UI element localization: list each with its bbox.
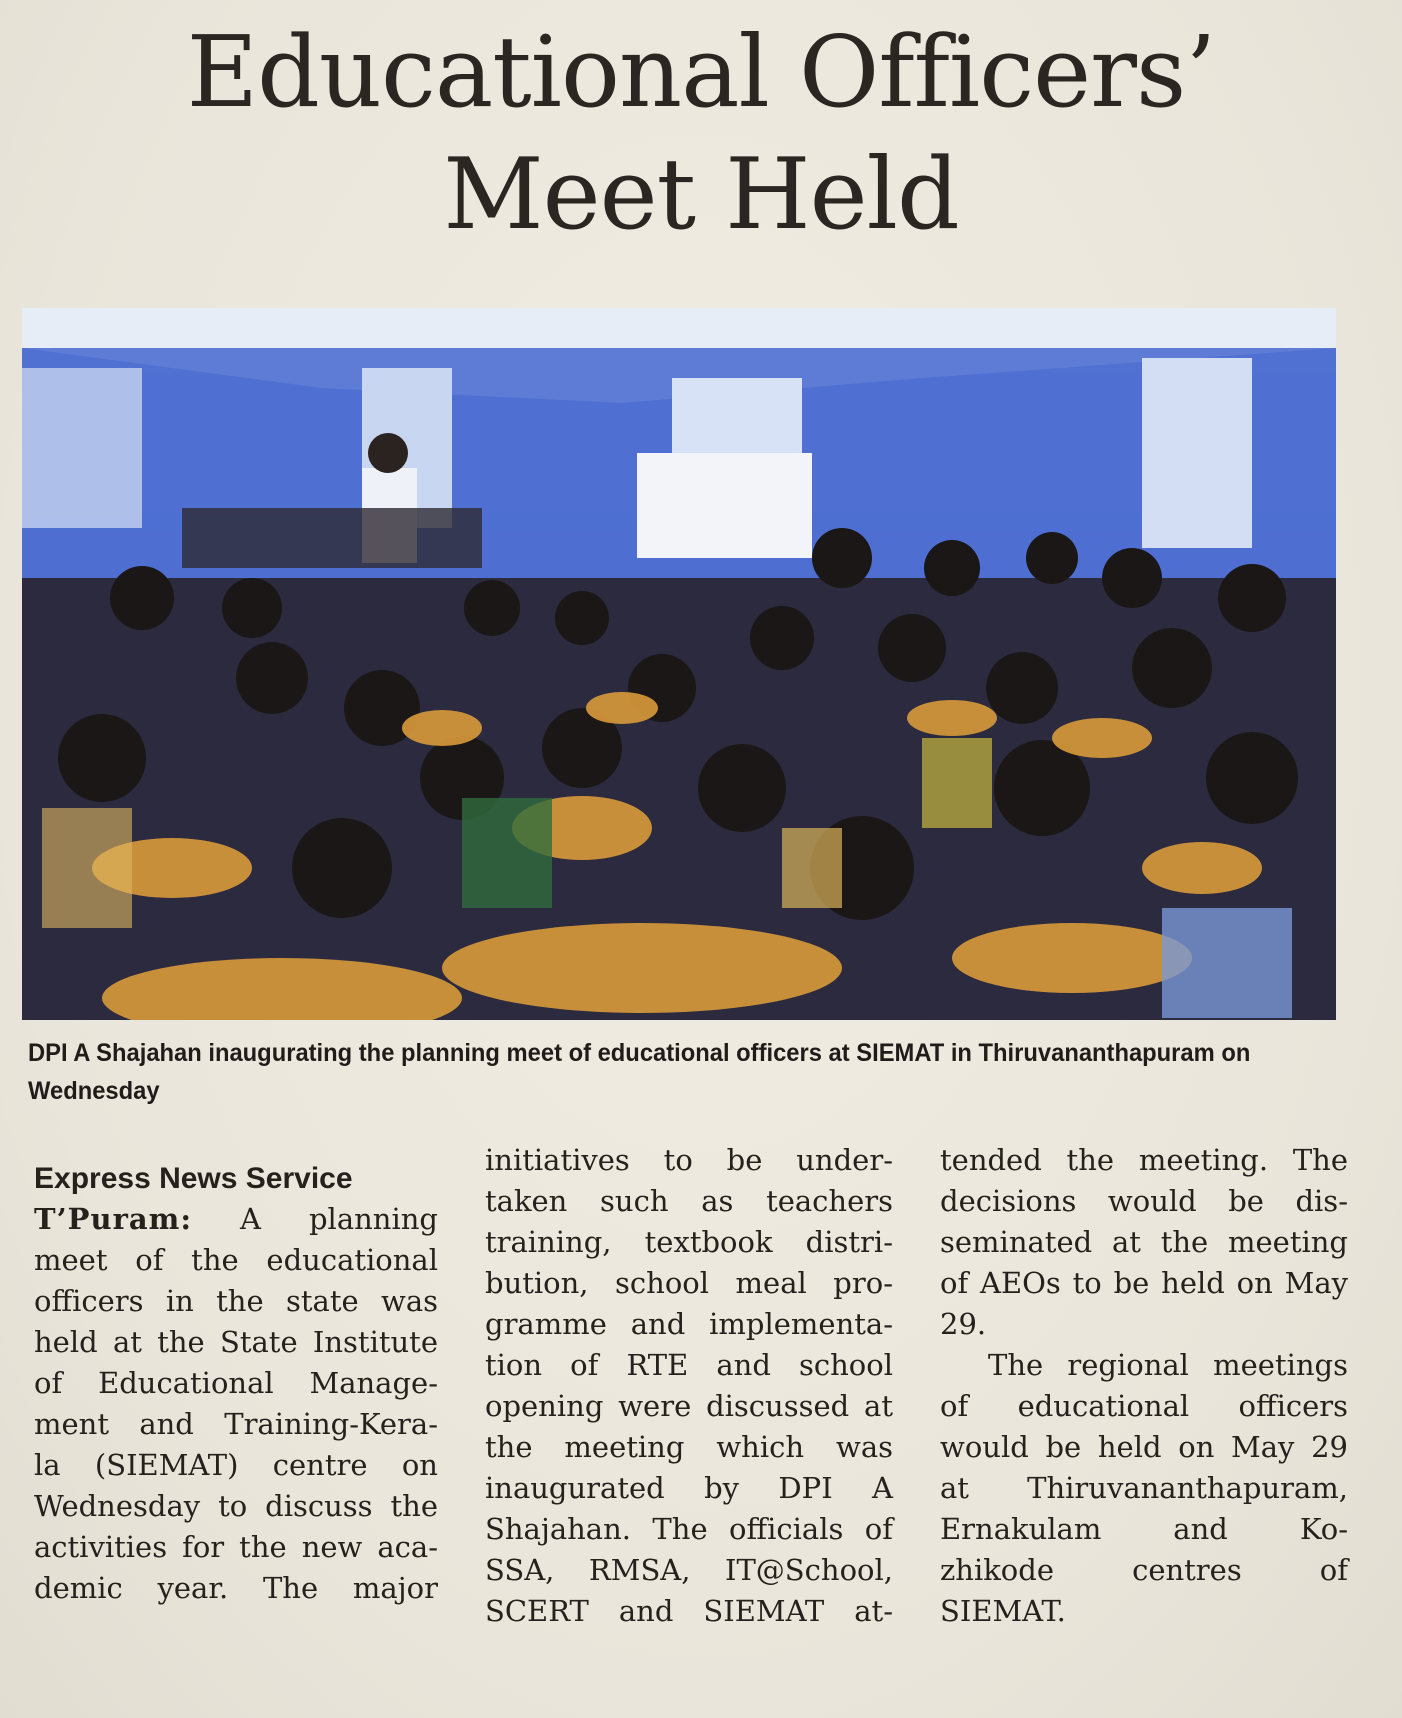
article-line: the meeting which was	[485, 1430, 893, 1464]
window-right	[1142, 358, 1252, 548]
article-line: of educational officers	[940, 1389, 1348, 1423]
article-line: Wednesday to discuss the	[34, 1489, 438, 1523]
article-line: Shajahan. The officials of	[485, 1512, 893, 1546]
article-line: bution, school meal pro-	[485, 1266, 893, 1300]
article-line: 29.	[940, 1307, 987, 1341]
article-line: decisions would be dis-	[940, 1184, 1348, 1218]
photo-caption: DPI A Shajahan inaugurating the planning meet of educational officers at SIEMAT in Thiruvananthapuram on Wednesday	[28, 1039, 1251, 1105]
article-line: meet of the educational	[34, 1243, 438, 1277]
article-line: la (SIEMAT) centre on	[34, 1448, 438, 1482]
article-line: taken such as teachers	[485, 1184, 893, 1218]
article-column-1	[34, 1158, 438, 1609]
article-line: SIEMAT.	[940, 1594, 1066, 1628]
article-line: Ernakulam and Ko-	[940, 1512, 1348, 1546]
article-line: officers in the state was	[34, 1284, 438, 1318]
window-far-left	[22, 368, 142, 528]
article-line: tended the meeting. The	[940, 1143, 1348, 1177]
article-line: inaugurated by DPI A	[485, 1471, 893, 1505]
headline-line-1: Educational Officers’	[186, 16, 1216, 130]
article-line: of AEOs to be held on May	[940, 1266, 1348, 1300]
projection-screen	[637, 453, 812, 558]
article-line: The regional meetings	[988, 1348, 1348, 1382]
front-table	[182, 508, 482, 568]
article-line: of Educational Manage-	[34, 1366, 438, 1400]
meeting-photo	[22, 308, 1336, 1020]
dateline: T’Puram:	[34, 1202, 193, 1236]
article-line: training, textbook distri-	[485, 1225, 893, 1259]
article-column-2	[485, 1140, 893, 1632]
article-line: at Thiruvananthapuram,	[940, 1471, 1348, 1505]
byline: Express News Service	[34, 1162, 353, 1195]
article-line: SCERT and SIEMAT at-	[485, 1594, 893, 1628]
article-line: would be held on May 29	[940, 1430, 1348, 1464]
article-line: SSA, RMSA, IT@School,	[485, 1553, 893, 1587]
article-text: A planning	[192, 1202, 438, 1236]
article-line	[34, 1199, 438, 1240]
article-line: seminated at the meeting	[940, 1225, 1348, 1259]
meeting-photo-illustration	[22, 308, 1336, 1020]
speaker-head	[368, 433, 408, 473]
article-line: zhikode centres of	[940, 1553, 1348, 1587]
article-line: opening were discussed at	[485, 1389, 893, 1423]
article-line: held at the State Institute	[34, 1325, 438, 1359]
article-line: activities for the new aca-	[34, 1530, 438, 1564]
article-line: ment and Training-Kera-	[34, 1407, 438, 1441]
article-line: tion of RTE and school	[485, 1348, 893, 1382]
article-line: gramme and implementa-	[485, 1307, 893, 1341]
headline-line-2: Meet Held	[443, 138, 959, 252]
article-line: demic year. The major	[34, 1571, 438, 1605]
article-line: initiatives to be under-	[485, 1143, 893, 1177]
article-column-3	[940, 1140, 1348, 1632]
